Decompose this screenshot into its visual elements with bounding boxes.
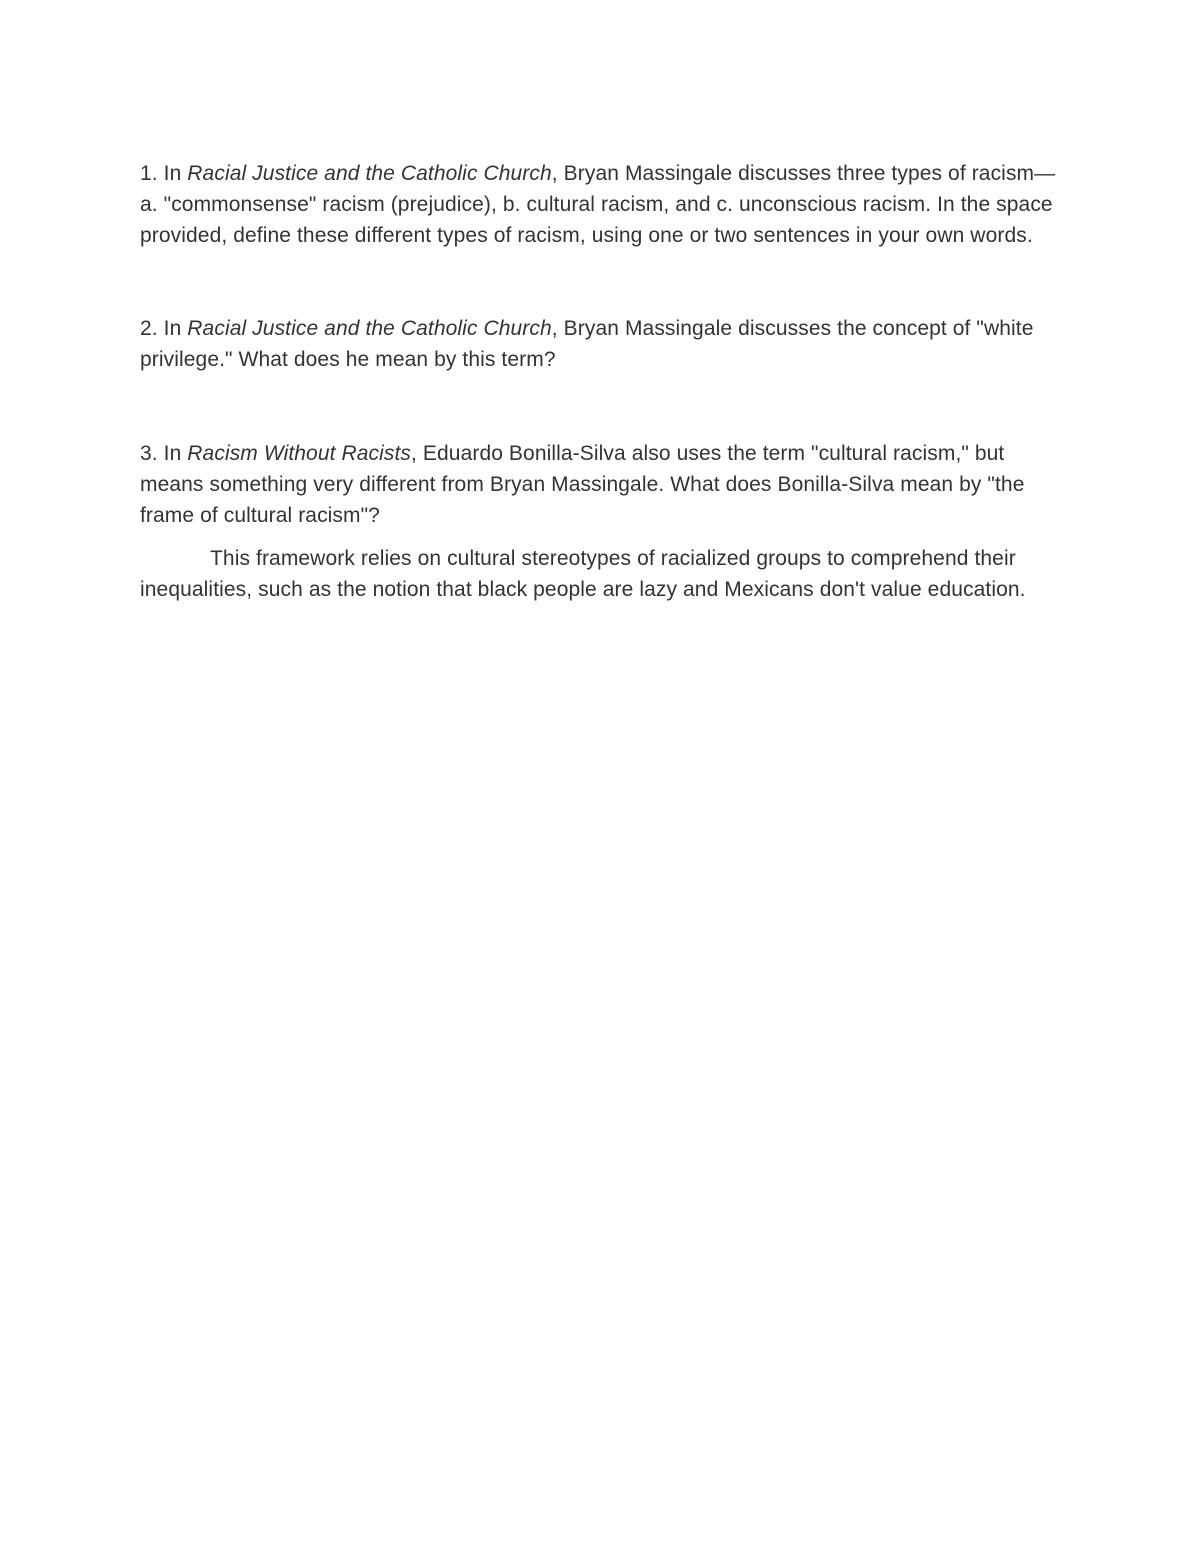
answer-3: This framework relies on cultural stereotypes of racialized groups to comprehend their inequalities, such as the notion that black people are lazy and Mexicans don't value education. [140, 547, 1026, 601]
question-1-prefix: 1. In [140, 162, 188, 185]
question-1-text: , Bryan Massingale discusses three types of racism—a. "commonsense" racism (prejudice), b. cultural racism, and c. unconscious racism. In the space provided, define these different types of racism, using one or two sentences in your own words. [140, 162, 1056, 247]
question-2 [140, 313, 1070, 375]
question-3 [140, 438, 1070, 531]
question-1-book-title: Racial Justice and the Catholic Church [187, 162, 552, 185]
question-2-text: , Bryan Massingale discusses the concept of "white privilege." What does he mean by this term? [140, 317, 1034, 371]
question-1 [140, 158, 1070, 251]
question-2-book-title: Racial Justice and the Catholic Church [187, 317, 552, 340]
question-3-text: , Eduardo Bonilla-Silva also uses the term "cultural racism," but means something very different from Bryan Massingale. What does Bonilla-Silva mean by "the frame of cultural racism"? [140, 442, 1025, 527]
document-body [140, 158, 1070, 605]
question-3-prefix: 3. In [140, 442, 188, 465]
question-2-prefix: 2. In [140, 317, 188, 340]
question-3-book-title: Racism Without Racists [187, 442, 412, 465]
